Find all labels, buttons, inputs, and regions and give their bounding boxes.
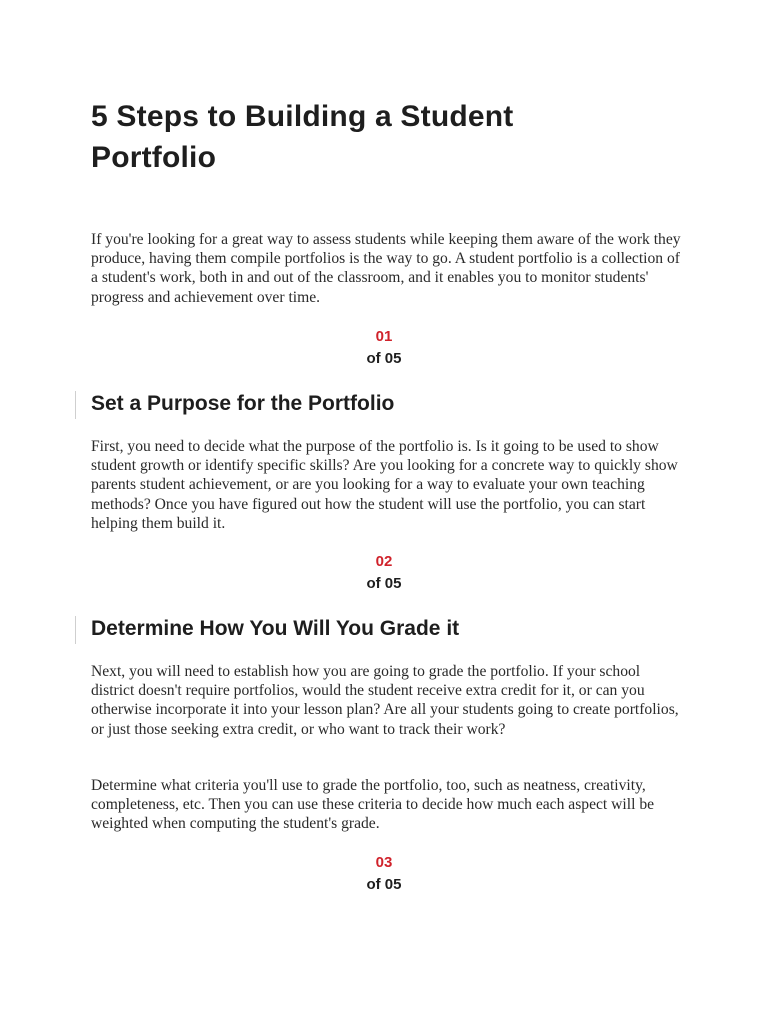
intro-paragraph: If you're looking for a great way to assess students while keeping them aware of the work they produce, having them compile portfolios is the way to go. A student portfolio is a collection of a student's work, both in and out of the classroom, and it enables you to monitor students' progress and achievement over time. bbox=[91, 231, 681, 306]
heading-divider bbox=[75, 391, 76, 419]
step-number: 03 bbox=[375, 854, 393, 871]
step-2-paragraph-2: Determine what criteria you'll use to grade the portfolio, too, such as neatness, creativity, completeness, etc. Then you can use these criteria to decide how much each aspect will be weighted when computing the student's grade. bbox=[91, 777, 655, 833]
step-marker-02 bbox=[271, 551, 497, 595]
heading-divider bbox=[75, 616, 76, 644]
article-title: 5 Steps to Building a Student Portfolio bbox=[91, 100, 514, 174]
step-number: 02 bbox=[375, 553, 393, 570]
step-marker-03 bbox=[271, 852, 497, 896]
step-marker-01 bbox=[271, 326, 497, 370]
step-count: of 05 bbox=[366, 876, 402, 893]
step-2-paragraph-1: Next, you will need to establish how you are going to grade the portfolio. If your school district doesn't require portfolios, would the student receive extra credit for it, or can you otherwise incorporate it into your lesson plan? Are all your students going to create portfolios, or just those seeking extra credit, or who want to track their work? bbox=[91, 663, 679, 738]
step-1-paragraph: First, you need to decide what the purpose of the portfolio is. Is it going to be used to show student growth or identify specific skills? Are you looking for a concrete way to quickly show parents student achievement, or are you looking for a way to evaluate your own teaching methods? Once you have figured out how the student will use the portfolio, you can start helping them build it. bbox=[91, 438, 678, 532]
step-heading-1: Set a Purpose for the Portfolio bbox=[91, 392, 395, 415]
step-heading-2: Determine How You Will You Grade it bbox=[91, 617, 460, 640]
step-number: 01 bbox=[375, 328, 393, 345]
step-count: of 05 bbox=[366, 350, 402, 367]
step-count: of 05 bbox=[366, 575, 402, 592]
